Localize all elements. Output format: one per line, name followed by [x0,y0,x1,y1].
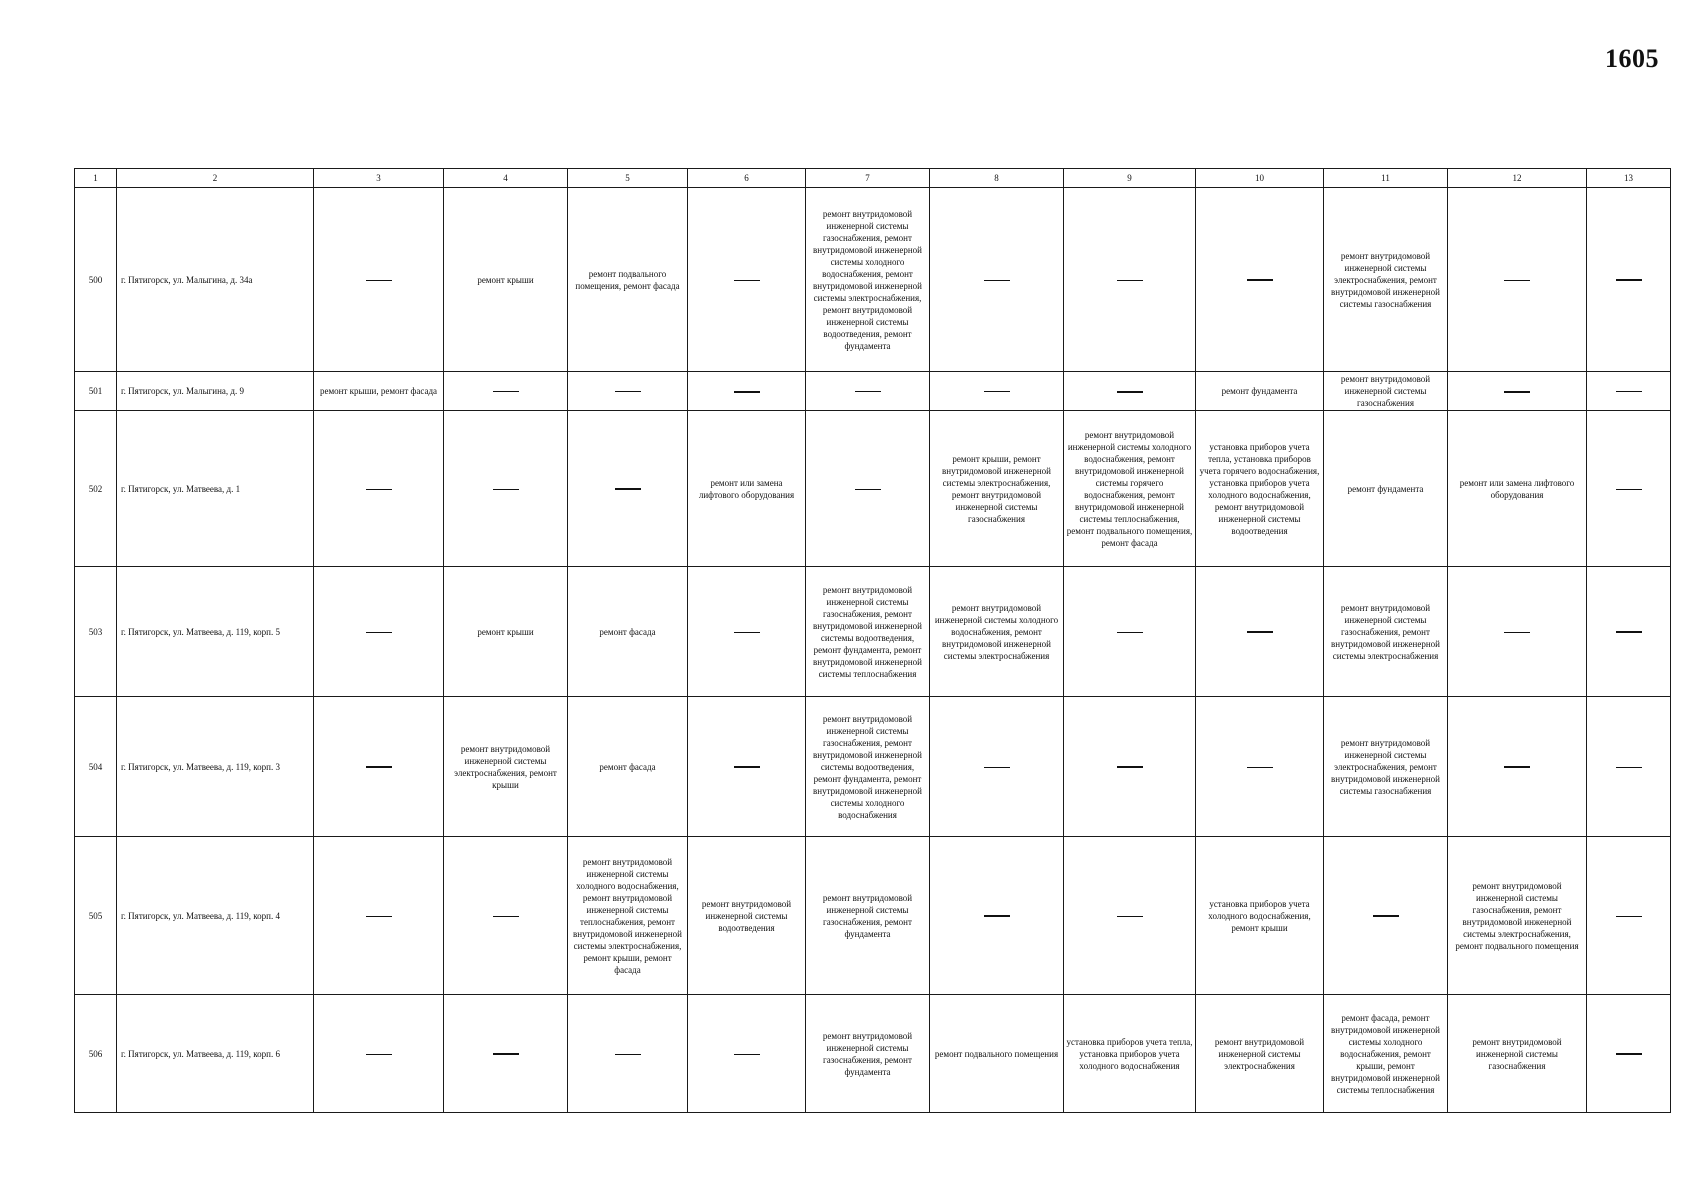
empty-dash [1117,766,1143,768]
empty-dash [493,489,519,490]
col-header: 1 [75,169,117,188]
table-cell [1196,188,1324,372]
col-header: 12 [1448,169,1587,188]
empty-dash [493,916,519,917]
table-cell [1064,188,1196,372]
table-cell [1448,372,1587,411]
table-cell [314,567,444,697]
empty-dash [1117,280,1143,281]
empty-dash [1117,391,1143,393]
table-cell: ремонт крыши, ремонт внутридомовой инженерной системы электроснабжения, ремонт внутридомовой инженерной системы газоснабжения [930,411,1064,567]
empty-dash [1616,391,1642,392]
table-cell [444,995,568,1113]
table-cell [568,411,688,567]
empty-dash [1247,631,1273,633]
table-cell [444,411,568,567]
table-cell: ремонт фасада [568,567,688,697]
table-row [75,837,1671,995]
table-cell: ремонт или замена лифтового оборудования [688,411,806,567]
empty-dash [1117,916,1143,917]
table-cell [1196,567,1324,697]
table-cell [1064,837,1196,995]
empty-dash [1616,1053,1642,1055]
empty-dash [734,280,760,281]
table-cell [1196,697,1324,837]
table-cell [688,995,806,1113]
table-cell [314,188,444,372]
col-header: 13 [1587,169,1671,188]
table-cell [1587,372,1671,411]
row-number: 504 [75,697,117,837]
table-cell [1587,567,1671,697]
empty-dash [366,489,392,490]
empty-dash [1616,767,1642,768]
table-cell: ремонт фасада, ремонт внутридомовой инженерной системы холодного водоснабжения, ремонт крыши, ремонт внутридомовой инженерной системы теплоснабжения [1324,995,1448,1113]
address-cell: г. Пятигорск, ул. Малыгина, д. 34а [117,188,314,372]
empty-dash [984,391,1010,392]
row-number: 500 [75,188,117,372]
table-cell: ремонт крыши [444,188,568,372]
empty-dash [1616,279,1642,281]
empty-dash [984,767,1010,768]
empty-dash [1616,631,1642,633]
table-cell [314,837,444,995]
table-cell [806,372,930,411]
empty-dash [1504,766,1530,768]
table-cell [568,372,688,411]
table-cell: ремонт внутридомовой инженерной системы газоснабжения, ремонт фундамента [806,837,930,995]
capital-repair-table [74,168,1671,1113]
table-cell [688,697,806,837]
empty-dash [366,916,392,917]
table-cell [688,188,806,372]
table-cell [1064,697,1196,837]
table-cell [930,372,1064,411]
table-cell: установка приборов учета тепла, установка приборов учета холодного водоснабжения [1064,995,1196,1113]
col-header: 11 [1324,169,1448,188]
table-cell: ремонт внутридомовой инженерной системы газоснабжения, ремонт внутридомовой инженерной системы электроснабжения [1324,567,1448,697]
table-cell: ремонт внутридомовой инженерной системы газоснабжения, ремонт внутридомовой инженерной системы электроснабжения, ремонт подвального помещения [1448,837,1587,995]
address-cell: г. Пятигорск, ул. Малыгина, д. 9 [117,372,314,411]
address-cell: г. Пятигорск, ул. Матвеева, д. 119, корп. 5 [117,567,314,697]
row-number: 502 [75,411,117,567]
table-cell [1587,837,1671,995]
empty-dash [615,488,641,490]
empty-dash [1504,391,1530,393]
empty-dash [734,391,760,393]
table-cell: ремонт внутридомовой инженерной системы водоотведения [688,837,806,995]
table-cell [444,372,568,411]
table-row [75,697,1671,837]
table-cell: ремонт крыши [444,567,568,697]
empty-dash [366,1054,392,1055]
empty-dash [734,632,760,633]
empty-dash [984,280,1010,281]
page-number: 1605 [1605,44,1659,73]
empty-dash [366,766,392,768]
col-header: 6 [688,169,806,188]
table-cell: ремонт внутридомовой инженерной системы электроснабжения, ремонт внутридомовой инженерной системы газоснабжения [1324,188,1448,372]
table-cell [1587,697,1671,837]
address-cell: г. Пятигорск, ул. Матвеева, д. 119, корп. 3 [117,697,314,837]
row-number: 501 [75,372,117,411]
table-cell [806,411,930,567]
row-number: 503 [75,567,117,697]
empty-dash [366,280,392,281]
table-cell: ремонт подвального помещения, ремонт фасада [568,188,688,372]
table-cell [1587,188,1671,372]
table-cell [1324,837,1448,995]
table-row [75,995,1671,1113]
table-row [75,411,1671,567]
table-cell: ремонт подвального помещения [930,995,1064,1113]
col-header: 10 [1196,169,1324,188]
col-header: 9 [1064,169,1196,188]
table-cell: ремонт внутридомовой инженерной системы газоснабжения, ремонт фундамента [806,995,930,1113]
header-row [75,169,1671,188]
table-cell: ремонт внутридомовой инженерной системы электроснабжения, ремонт внутридомовой инженерной системы газоснабжения [1324,697,1448,837]
table-cell [314,411,444,567]
table-cell [1587,411,1671,567]
table-cell [930,697,1064,837]
table-cell [1064,372,1196,411]
table-cell: ремонт фундамента [1196,372,1324,411]
table-cell: ремонт внутридомовой инженерной системы электроснабжения [1196,995,1324,1113]
col-header: 5 [568,169,688,188]
empty-dash [493,391,519,392]
table-row [75,188,1671,372]
empty-dash [1504,632,1530,633]
empty-dash [366,632,392,633]
empty-dash [1616,489,1642,490]
empty-dash [855,489,881,490]
table-cell [444,837,568,995]
table-cell: ремонт внутридомовой инженерной системы газоснабжения [1324,372,1448,411]
table-cell: установка приборов учета холодного водоснабжения, ремонт крыши [1196,837,1324,995]
empty-dash [855,391,881,392]
address-cell: г. Пятигорск, ул. Матвеева, д. 119, корп. 4 [117,837,314,995]
table-cell: ремонт внутридомовой инженерной системы холодного водоснабжения, ремонт внутридомовой инженерной системы горячего водоснабжения, ремонт внутридомовой инженерной системы теплоснабжения, ремонт подвального помещения, ремонт фасада [1064,411,1196,567]
empty-dash [615,391,641,392]
table-cell [930,188,1064,372]
empty-dash [615,1054,641,1055]
table-cell: ремонт внутридомовой инженерной системы газоснабжения, ремонт внутридомовой инженерной системы водоотведения, ремонт фундамента, ремонт внутридомовой инженерной системы холодного водоснабжения [806,697,930,837]
row-number: 505 [75,837,117,995]
table-cell: ремонт внутридомовой инженерной системы газоснабжения [1448,995,1587,1113]
table-cell [1448,567,1587,697]
empty-dash [493,1053,519,1055]
col-header: 7 [806,169,930,188]
table-cell: ремонт или замена лифтового оборудования [1448,411,1587,567]
table-cell: ремонт фундамента [1324,411,1448,567]
table-cell: установка приборов учета тепла, установка приборов учета горячего водоснабжения, установка приборов учета холодного водоснабжения, ремонт внутридомовой инженерной системы водоотведения [1196,411,1324,567]
address-cell: г. Пятигорск, ул. Матвеева, д. 1 [117,411,314,567]
table-cell: ремонт фасада [568,697,688,837]
table-cell [1448,188,1587,372]
empty-dash [984,915,1010,917]
table-cell [1448,697,1587,837]
empty-dash [1616,916,1642,917]
table-cell [688,567,806,697]
table-cell: ремонт внутридомовой инженерной системы электроснабжения, ремонт крыши [444,697,568,837]
table-cell: ремонт внутридомовой инженерной системы холодного водоснабжения, ремонт внутридомовой инженерной системы электроснабжения [930,567,1064,697]
col-header: 2 [117,169,314,188]
table-cell [1064,567,1196,697]
empty-dash [734,766,760,768]
empty-dash [1247,279,1273,281]
table-cell [688,372,806,411]
col-header: 4 [444,169,568,188]
empty-dash [1247,767,1273,768]
table-row [75,567,1671,697]
row-number: 506 [75,995,117,1113]
table-cell: ремонт внутридомовой инженерной системы газоснабжения, ремонт внутридомовой инженерной системы холодного водоснабжения, ремонт внутридомовой инженерной системы электроснабжения, ремонт внутридомовой инженерной системы водоотведения, ремонт фундамента [806,188,930,372]
table-cell [568,995,688,1113]
empty-dash [1117,632,1143,633]
col-header: 8 [930,169,1064,188]
col-header: 3 [314,169,444,188]
table-cell: ремонт внутридомовой инженерной системы газоснабжения, ремонт внутридомовой инженерной системы водоотведения, ремонт фундамента, ремонт внутридомовой инженерной системы теплоснабжения [806,567,930,697]
table-row [75,372,1671,411]
address-cell: г. Пятигорск, ул. Матвеева, д. 119, корп. 6 [117,995,314,1113]
table-cell [930,837,1064,995]
table-cell: ремонт крыши, ремонт фасада [314,372,444,411]
table-cell: ремонт внутридомовой инженерной системы холодного водоснабжения, ремонт внутридомовой инженерной системы теплоснабжения, ремонт внутридомовой инженерной системы электроснабжения, ремонт крыши, ремонт фасада [568,837,688,995]
table-cell [314,995,444,1113]
table-cell [1587,995,1671,1113]
empty-dash [1373,915,1399,917]
table-cell [314,697,444,837]
table-body [75,188,1671,1113]
empty-dash [1504,280,1530,281]
empty-dash [734,1054,760,1055]
